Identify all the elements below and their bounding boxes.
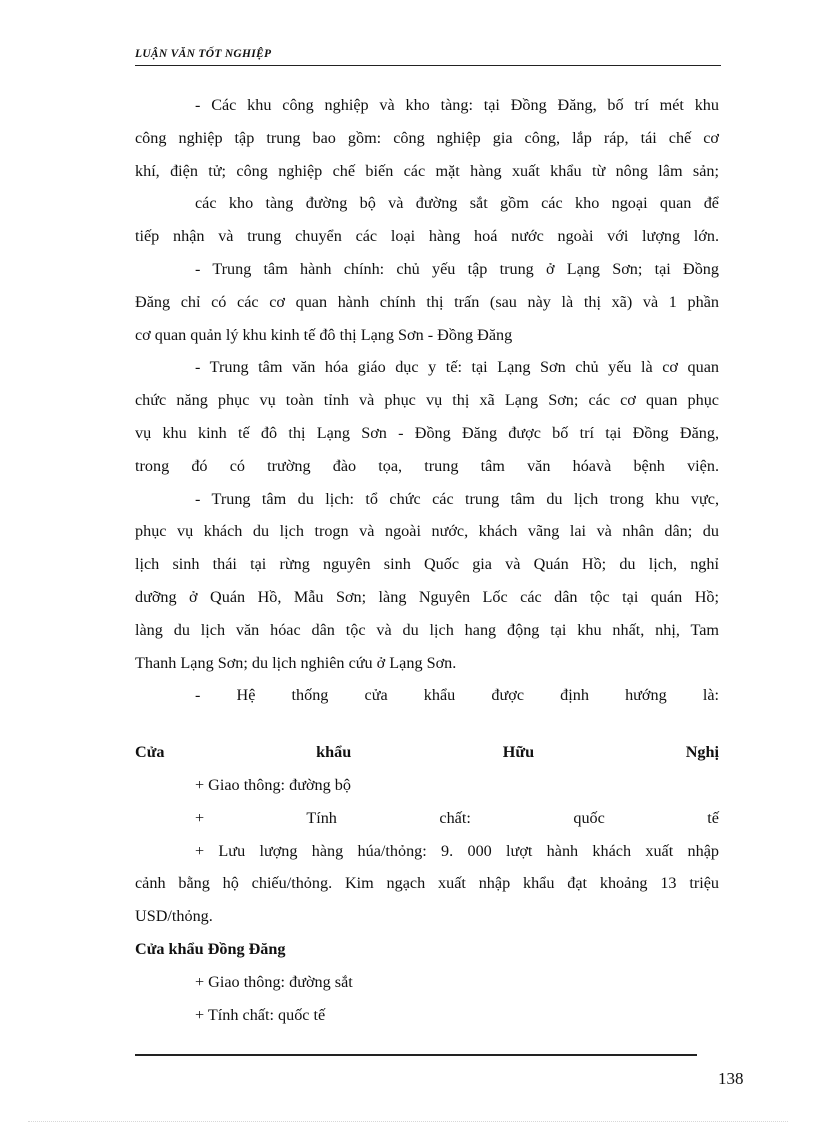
- page-edge-divider: [28, 1121, 788, 1122]
- text-line: cơ quan quản lý khu kinh tế đô thị Lạng Sơn - Đồng Đăng: [135, 325, 513, 344]
- page-number: 138: [718, 1069, 744, 1088]
- text-line: Đăng chỉ có các cơ quan hành chính thị trấn (sau này là thị xã) và 1 phần: [135, 292, 719, 311]
- text-line: vụ khu kinh tế đô thị Lạng Sơn - Đồng Đăng được bố trí tại Đồng Đăng,: [135, 423, 719, 442]
- section-heading: Cửa khẩu Đồng Đăng: [135, 939, 286, 958]
- text-line: - Trung tâm du lịch: tổ chức các trung tâm du lịch trong khu vực,: [195, 489, 719, 508]
- list-item: + Lưu lượng hàng húa/thỏng: 9. 000 lượt hành khách xuất nhập: [195, 841, 719, 860]
- text-line: công nghiệp tập trung bao gồm: công nghiệp gia công, lắp ráp, tái chế cơ: [135, 128, 719, 147]
- text-line: lịch sinh thái tại rừng nguyên sinh Quốc gia và Quán Hồ; du lịch, nghỉ: [135, 555, 719, 574]
- page-body: [135, 89, 719, 1031]
- list-item: + Giao thông: đường bộ: [195, 775, 351, 794]
- text-line: dưỡng ở Quán Hồ, Mẫu Sơn; làng Nguyên Lốc các dân tộc tại quán Hồ;: [135, 587, 719, 606]
- header-rule: [135, 65, 721, 66]
- text-line: khí, điện tử; công nghiệp chế biến các mặt hàng xuất khẩu từ nông lâm sản;: [135, 161, 719, 180]
- list-item: + Giao thông: đường sắt: [195, 972, 353, 991]
- text-line: USD/thỏng.: [135, 907, 213, 926]
- list-item: + Tính chất: quốc tế: [195, 808, 719, 827]
- text-line: chức năng phục vụ toàn tỉnh và phục vụ thị xã Lạng Sơn; các cơ quan phục: [135, 391, 719, 410]
- text-line: phục vụ khách du lịch trogn và ngoài nước, khách vãng lai và nhân dân; du: [135, 522, 719, 541]
- list-item: + Tính chất: quốc tế: [195, 1005, 326, 1024]
- text-line: cảnh bằng hộ chiếu/thỏng. Kim ngạch xuất nhập khẩu đạt khoảng 13 triệu: [135, 874, 719, 893]
- text-line: - Trung tâm hành chính: chủ yếu tập trung ở Lạng Sơn; tại Đồng: [195, 259, 719, 278]
- text-line: tiếp nhận và trung chuyển các loại hàng hoá nước ngoài với lượng lớn.: [135, 227, 719, 246]
- section-heading: Cửa khẩu Hữu Nghị: [135, 743, 719, 762]
- footer-rule: [135, 1054, 697, 1056]
- text-line: Thanh Lạng Sơn; du lịch nghiên cứu ở Lạng Sơn.: [135, 653, 457, 672]
- text-line: - Trung tâm văn hóa giáo dục y tế: tại Lạng Sơn chủ yếu là cơ quan: [195, 358, 719, 377]
- blank-line: [135, 712, 719, 736]
- text-line: làng du lịch văn hóac dân tộc và du lịch hang động tại khu nhất, nhị, Tam: [135, 620, 719, 639]
- text-line: trong đó có trường đào tọa, trung tâm văn hóavà bệnh viện.: [135, 456, 719, 475]
- running-header: LUẬN VĂN TỐT NGHIỆP: [135, 48, 272, 60]
- text-line: - Các khu công nghiệp và kho tàng: tại Đồng Đăng, bố trí mét khu: [195, 96, 719, 114]
- text-line: các kho tàng đường bộ và đường sắt gồm các kho ngoại quan để: [195, 194, 719, 213]
- text-line: - Hệ thống cửa khẩu được định hướng là:: [195, 686, 719, 705]
